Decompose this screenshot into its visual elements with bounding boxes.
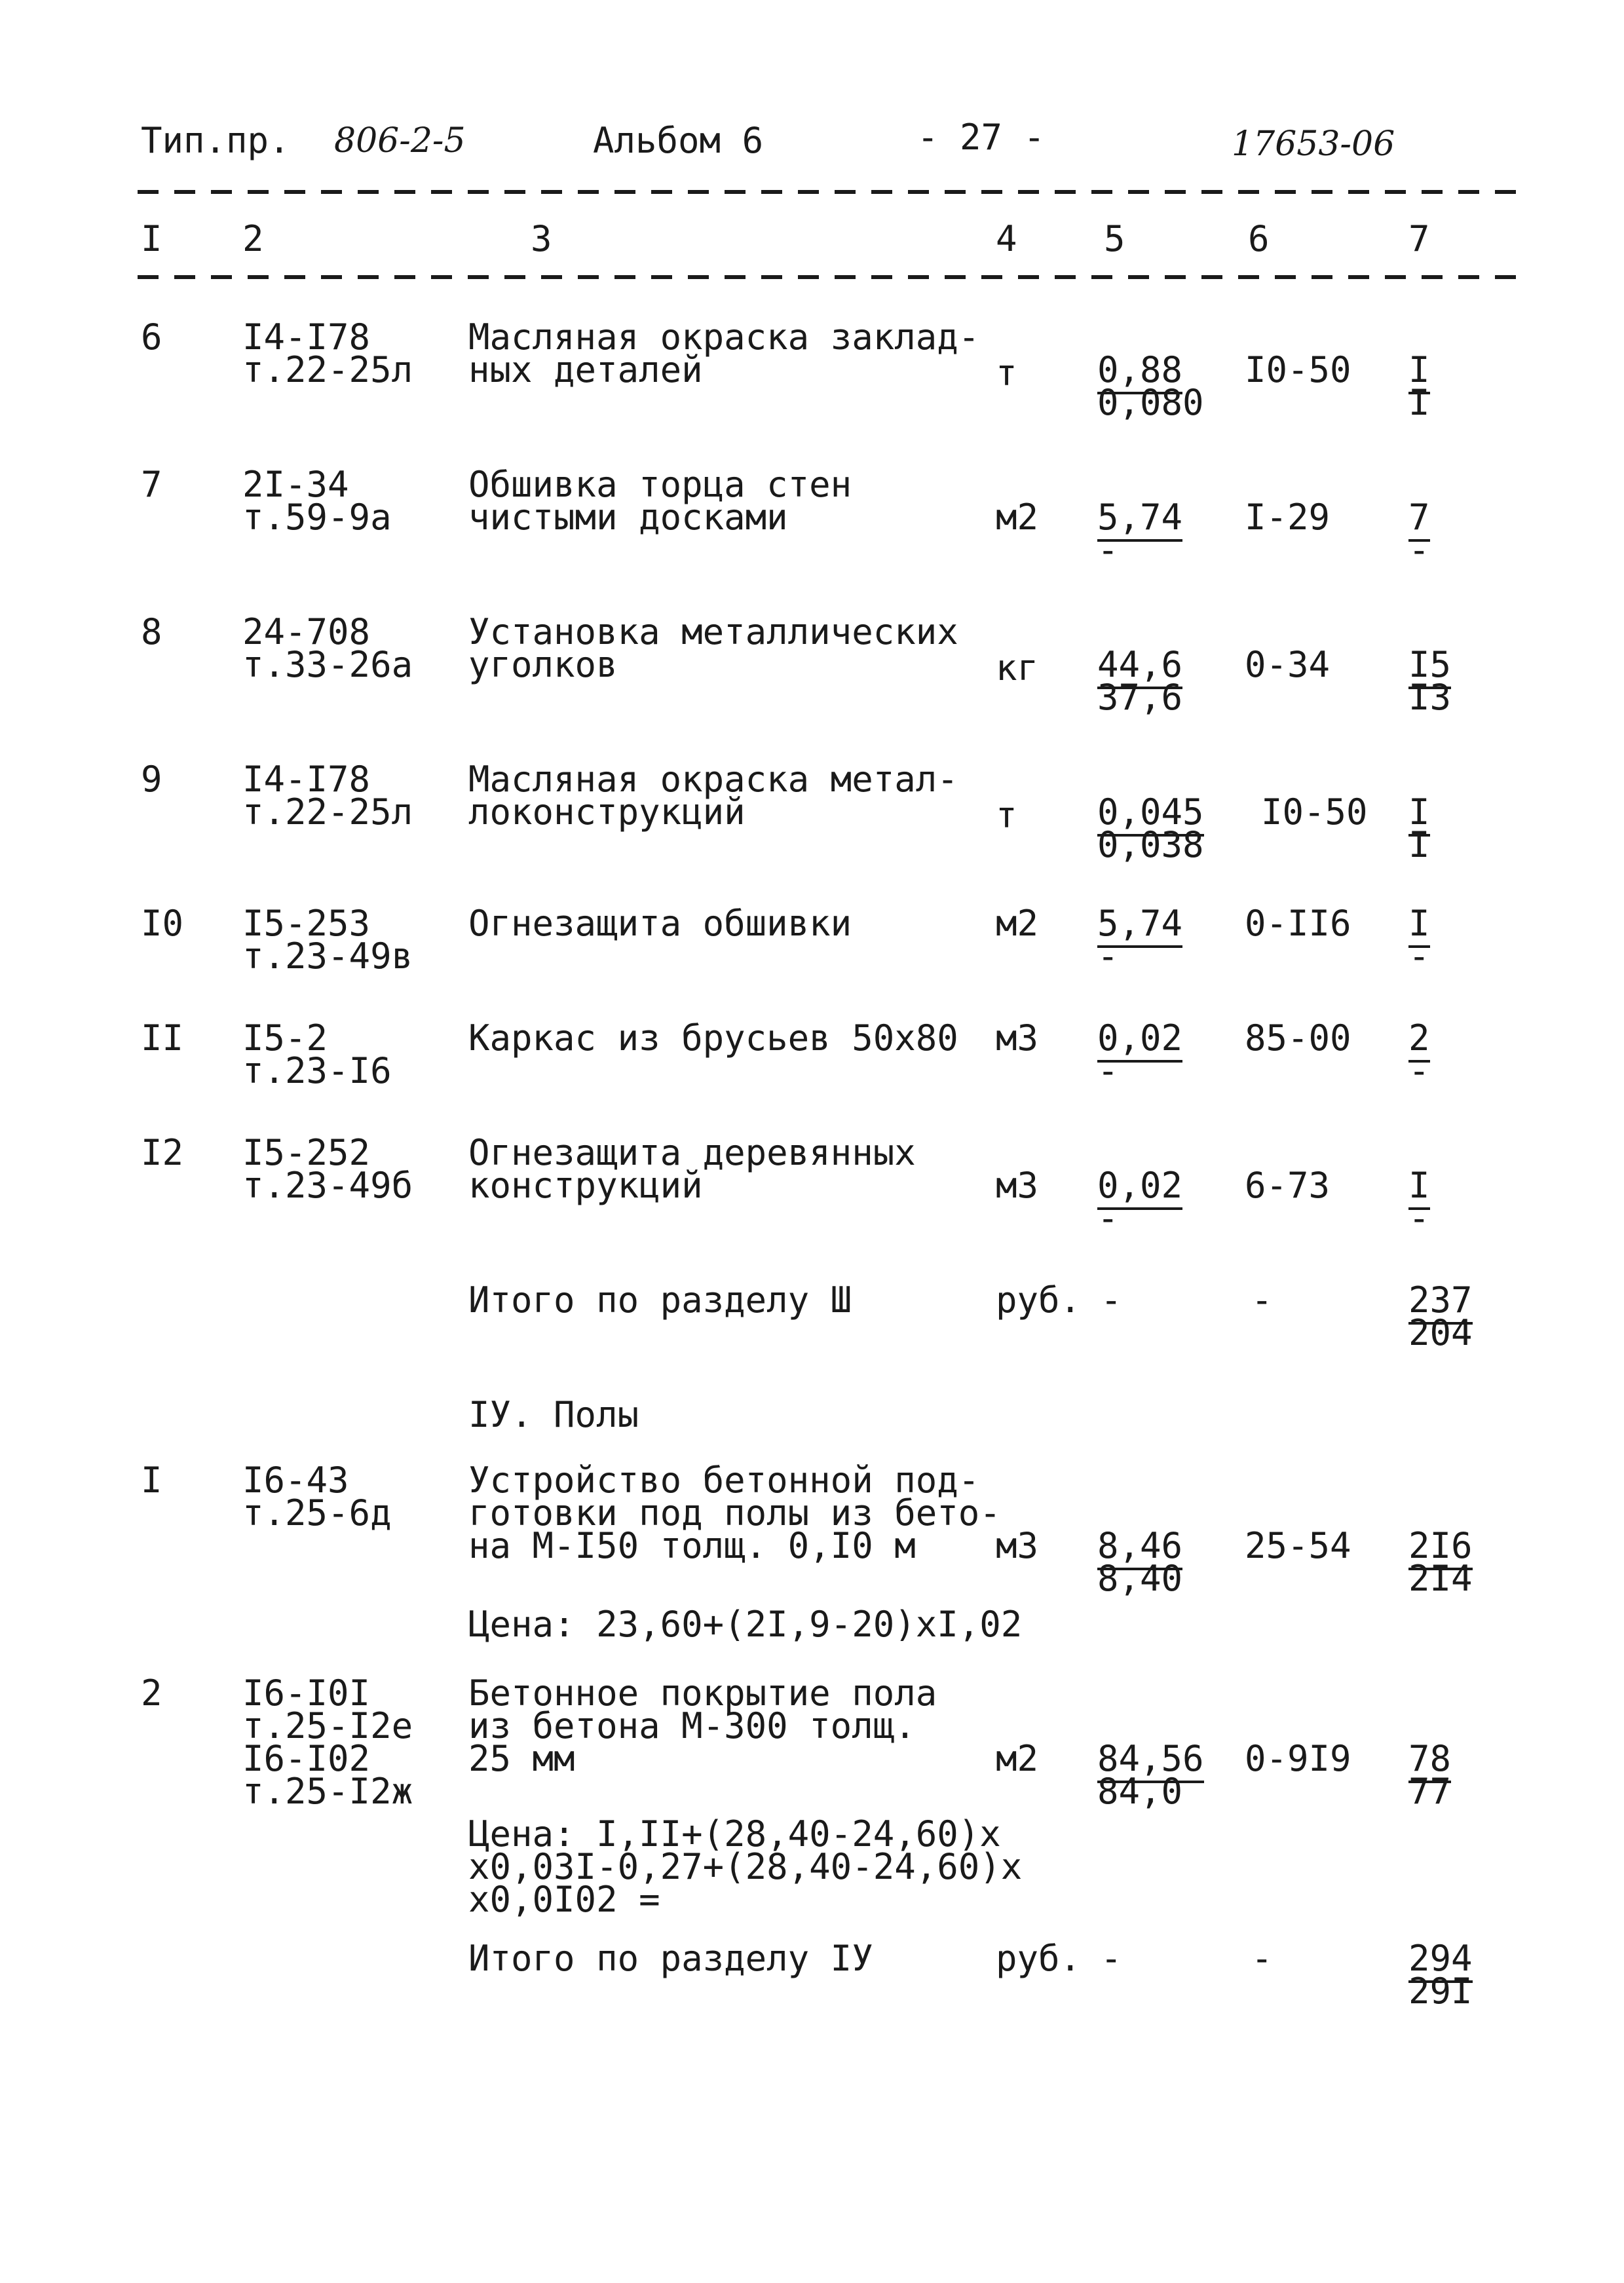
total-unit: руб. [996, 1938, 1082, 1979]
row-number: I0 [141, 903, 184, 944]
row-price: 0-9I9 [1245, 1738, 1351, 1779]
row-description: из бетона М-300 толщ. [468, 1705, 916, 1746]
row-unit: т [996, 352, 1017, 394]
quantity-bottom: 0,038 [1097, 824, 1204, 865]
album-label: Альбом 6 [593, 120, 764, 161]
quantity-top: 5,74 [1097, 903, 1182, 948]
total-label: Итого по разделу Ш [468, 1279, 852, 1321]
row-quantity [1097, 903, 1183, 977]
total-quantity: - [1101, 1279, 1122, 1321]
row-code: т.25-I2е [242, 1705, 413, 1746]
row-code: I4-I78 [242, 316, 371, 358]
row-code: т.22-25л [242, 791, 413, 833]
row-code: I6-I0I [242, 1672, 371, 1714]
cost-bottom: - [1408, 935, 1430, 977]
row-unit: т [996, 795, 1017, 836]
section-title: IУ. Полы [468, 1394, 639, 1435]
total-price: - [1251, 1279, 1273, 1321]
row-number: II [141, 1017, 184, 1059]
row-description: Бетонное покрытие пола [468, 1672, 937, 1714]
row-unit: м3 [996, 1525, 1039, 1566]
row-cost [1408, 497, 1430, 571]
doc-number: 17653-06 [1232, 124, 1395, 164]
quantity-bottom: - [1097, 1198, 1119, 1239]
row-description: ных деталей [468, 349, 703, 390]
cost-top: 2 [1408, 1017, 1430, 1063]
cost-bottom: 29I [1408, 1971, 1473, 2012]
row-description: готовки под полы из бето- [468, 1492, 1001, 1534]
row-quantity [1097, 644, 1183, 718]
row-cost [1408, 903, 1430, 977]
row-cost [1408, 644, 1452, 718]
total-unit: руб. [996, 1279, 1082, 1321]
row-code: т.33-26а [242, 644, 413, 685]
row-code: т.59-9а [242, 497, 392, 538]
row-cost [1408, 1165, 1430, 1239]
row-description: Огнезащита обшивки [468, 903, 852, 944]
price-note: Цена: 23,60+(2I,9-20)хI,02 [468, 1604, 1023, 1645]
row-number: 2 [141, 1672, 162, 1714]
row-description: Каркас из брусьев 50х80 [468, 1017, 958, 1059]
total-quantity: - [1101, 1938, 1122, 1979]
row-code: I6-43 [242, 1460, 349, 1501]
row-number: 9 [141, 759, 162, 800]
row-code: I4-I78 [242, 759, 371, 800]
row-description: Обшивка торца стен [468, 464, 852, 505]
row-code: т.25-6д [242, 1492, 392, 1534]
row-code: 2I-34 [242, 464, 349, 505]
cost-top: 78 [1408, 1738, 1451, 1783]
row-cost [1408, 349, 1430, 423]
top-divider [138, 190, 1526, 194]
header-divider [138, 275, 1526, 279]
row-quantity [1097, 349, 1204, 423]
quantity-top: 84,56 [1097, 1738, 1204, 1783]
quantity-top: 5,74 [1097, 497, 1182, 542]
row-description: локонструкций [468, 791, 746, 833]
row-description: конструкций [468, 1165, 703, 1206]
row-code: I5-253 [242, 903, 371, 944]
cost-bottom: 204 [1408, 1312, 1473, 1353]
price-note: Цена: I,II+(28,40-24,60)х [468, 1813, 1001, 1855]
row-code: т.22-25л [242, 349, 413, 390]
quantity-top: 0,88 [1097, 349, 1182, 394]
project-number: 806-2-5 [334, 121, 466, 160]
row-code: 24-708 [242, 611, 371, 652]
row-description: Устройство бетонной под- [468, 1460, 980, 1501]
price-note: х0,03I-0,27+(28,40-24,60)х [468, 1846, 1023, 1887]
row-cost [1408, 1738, 1452, 1812]
cost-top: I [1408, 349, 1430, 394]
page-number: - 27 - [917, 117, 1046, 158]
row-quantity [1097, 1017, 1183, 1091]
cost-bottom: 2I4 [1408, 1558, 1473, 1599]
row-unit: м3 [996, 1017, 1039, 1059]
cost-bottom: - [1408, 1198, 1430, 1239]
col-header-6: 6 [1248, 218, 1270, 259]
cost-bottom: - [1408, 1050, 1430, 1091]
row-unit: м2 [996, 497, 1039, 538]
quantity-bottom: 8,40 [1097, 1558, 1183, 1599]
col-header-7: 7 [1408, 218, 1430, 259]
cost-top: I [1408, 903, 1430, 948]
quantity-top: 0,02 [1097, 1165, 1182, 1210]
row-price: I0-50 [1261, 791, 1368, 833]
row-code: I6-I02 [242, 1738, 371, 1779]
quantity-top: 44,6 [1097, 644, 1182, 689]
cost-top: I5 [1408, 644, 1451, 689]
total-cost [1408, 1938, 1473, 2012]
cost-bottom: I3 [1408, 677, 1452, 718]
row-unit: м2 [996, 1738, 1039, 1779]
cost-top: 237 [1408, 1279, 1473, 1325]
row-cost [1408, 1017, 1430, 1091]
row-number: 7 [141, 464, 162, 505]
cost-top: I [1408, 791, 1430, 837]
quantity-bottom: 0,080 [1097, 382, 1204, 423]
quantity-bottom: 84,0 [1097, 1771, 1183, 1812]
row-price: 0-II6 [1245, 903, 1351, 944]
total-price: - [1251, 1938, 1273, 1979]
row-description: чистыми досками [468, 497, 788, 538]
row-code: т.25-I2ж [242, 1771, 413, 1812]
row-code: т.23-49б [242, 1165, 413, 1206]
col-header-4: 4 [996, 218, 1017, 259]
cost-bottom: I [1408, 382, 1430, 423]
cost-bottom: - [1408, 529, 1430, 571]
row-unit: м2 [996, 903, 1039, 944]
row-price: 6-73 [1245, 1165, 1331, 1206]
row-number: 6 [141, 316, 162, 358]
row-number: I2 [141, 1132, 184, 1173]
col-header-2: 2 [242, 218, 264, 259]
row-code: т.23-I6 [242, 1050, 392, 1091]
cost-bottom: 77 [1408, 1771, 1452, 1812]
cost-top: I [1408, 1165, 1430, 1210]
row-price: 85-00 [1245, 1017, 1351, 1059]
row-code: т.23-49в [242, 935, 413, 977]
row-quantity [1097, 1738, 1204, 1812]
row-price: 25-54 [1245, 1525, 1351, 1566]
price-note: х0,0I02 = [468, 1879, 660, 1920]
row-description: Масляная окраска заклад- [468, 316, 980, 358]
row-unit: кг [996, 647, 1039, 689]
total-label: Итого по разделу IУ [468, 1938, 873, 1979]
total-cost [1408, 1279, 1473, 1353]
cost-bottom: I [1408, 824, 1430, 865]
quantity-top: 0,045 [1097, 791, 1204, 837]
quantity-bottom: 37,6 [1097, 677, 1183, 718]
row-price: I-29 [1245, 497, 1331, 538]
row-price: 0-34 [1245, 644, 1331, 685]
cost-top: 294 [1408, 1938, 1473, 1983]
row-number: 8 [141, 611, 162, 652]
row-quantity [1097, 1165, 1183, 1239]
row-quantity [1097, 1525, 1183, 1599]
col-header-5: 5 [1104, 218, 1125, 259]
cost-top: 2I6 [1408, 1525, 1473, 1570]
col-header-3: 3 [531, 218, 552, 259]
row-cost [1408, 791, 1430, 865]
row-description: Установка металлических [468, 611, 958, 652]
col-header-1: I [141, 218, 162, 259]
cost-top: 7 [1408, 497, 1430, 542]
row-quantity [1097, 791, 1204, 865]
quantity-top: 0,02 [1097, 1017, 1182, 1063]
row-code: I5-2 [242, 1017, 328, 1059]
header-label: Тип.пр. [141, 120, 290, 161]
quantity-bottom: - [1097, 529, 1119, 571]
row-cost [1408, 1525, 1473, 1599]
row-description: на М-I50 толщ. 0,I0 м [468, 1525, 916, 1566]
quantity-top: 8,46 [1097, 1525, 1182, 1570]
quantity-bottom: - [1097, 935, 1119, 977]
row-description: Огнезащита деревянных [468, 1132, 916, 1173]
row-code: I5-252 [242, 1132, 371, 1173]
row-number: I [141, 1460, 162, 1501]
row-description: уголков [468, 644, 618, 685]
row-unit: м3 [996, 1165, 1039, 1206]
row-quantity [1097, 497, 1183, 571]
row-price: I0-50 [1245, 349, 1351, 390]
row-description: Масляная окраска метал- [468, 759, 958, 800]
row-description: 25 мм [468, 1738, 575, 1779]
quantity-bottom: - [1097, 1050, 1119, 1091]
